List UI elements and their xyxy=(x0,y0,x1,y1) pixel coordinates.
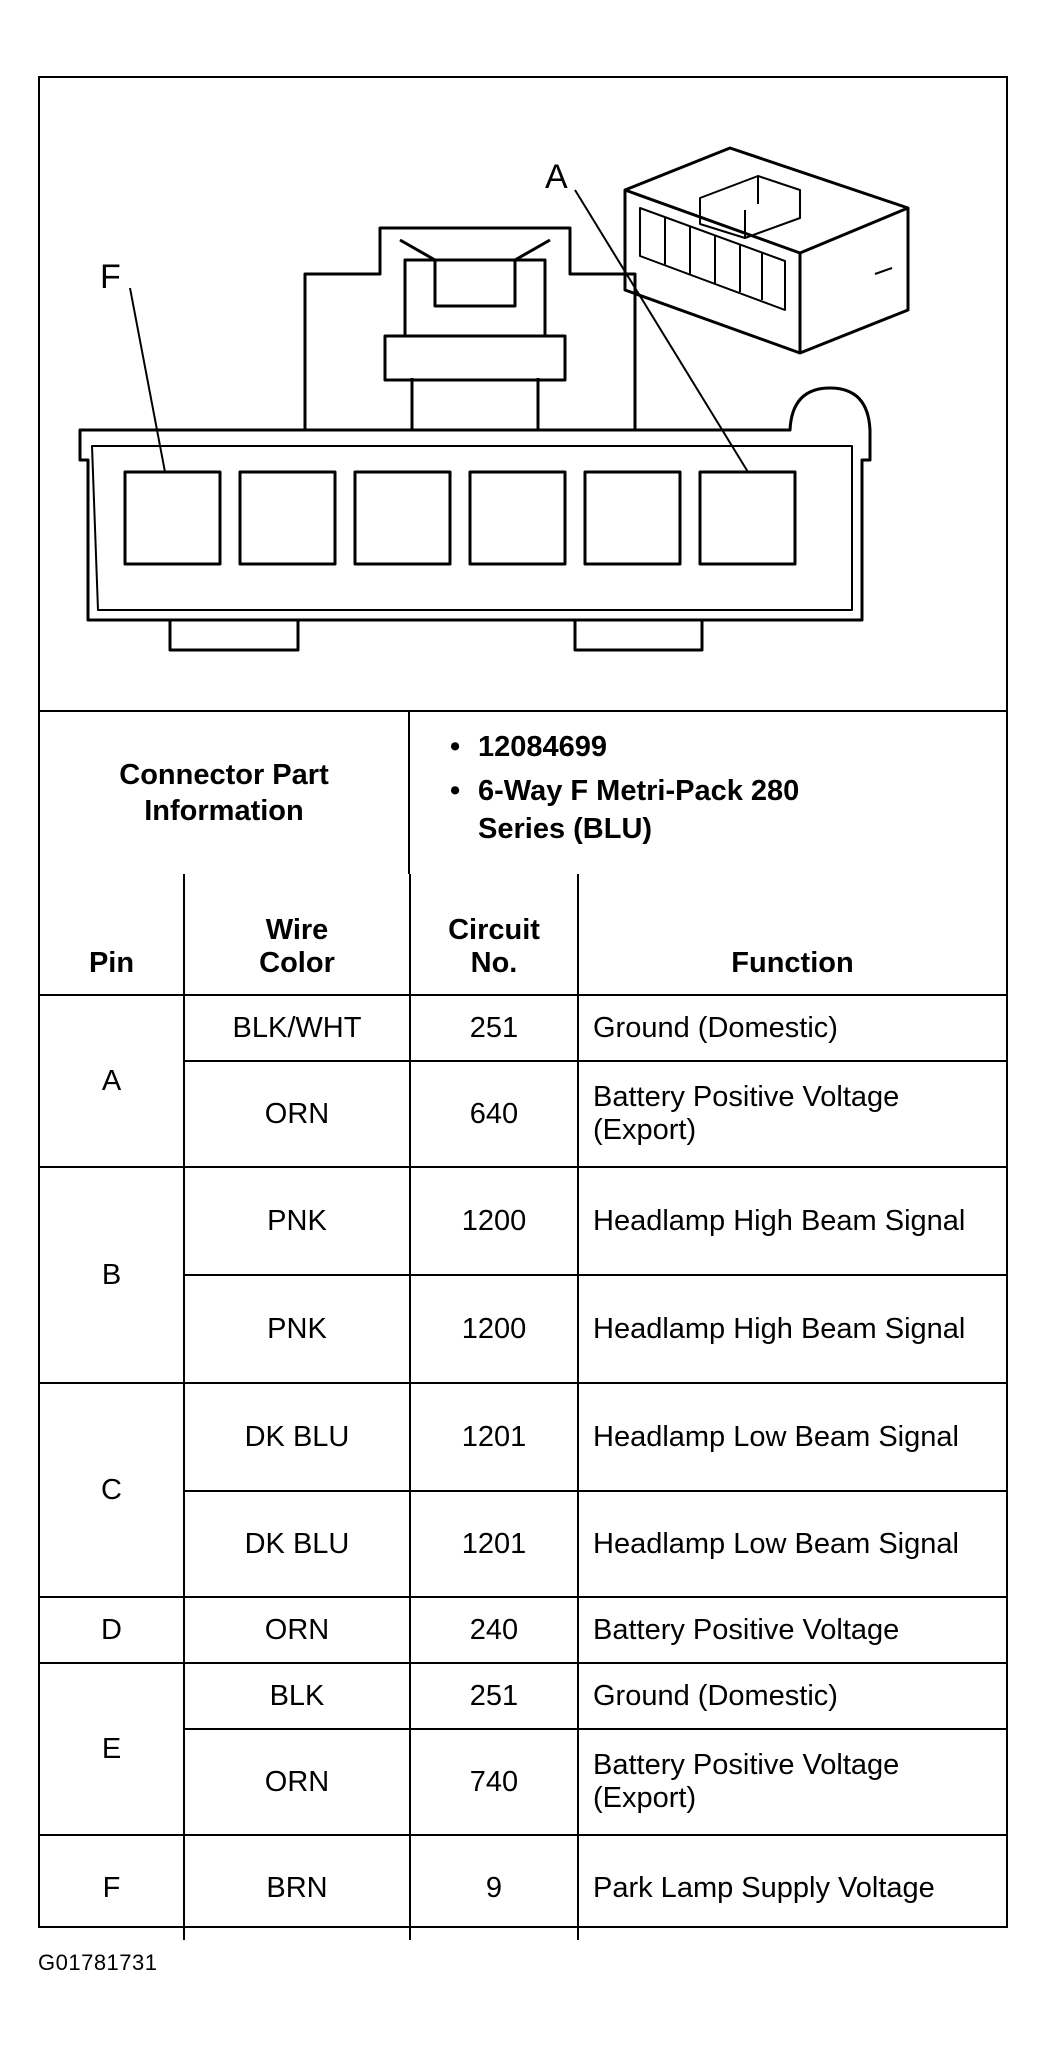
circuit-cell: 640 xyxy=(410,1061,578,1167)
circuit-cell: 240 xyxy=(410,1597,578,1663)
function-cell: Battery Positive Voltage (Export) xyxy=(578,1729,1006,1835)
connector-description: • 6-Way F Metri-Pack 280 Series (BLU) xyxy=(450,772,858,848)
wire-color-cell: BRN xyxy=(184,1835,410,1940)
callout-pin-a: A xyxy=(545,158,568,196)
table-row xyxy=(40,1061,1006,1167)
wire-color-cell: ORN xyxy=(184,1597,410,1663)
table-row xyxy=(40,1275,1006,1383)
wire-color-cell: PNK xyxy=(184,1275,410,1383)
table-row xyxy=(40,1491,1006,1597)
connector-part-info xyxy=(40,710,1006,874)
pin-cell: A xyxy=(40,995,184,1167)
circuit-cell: 1201 xyxy=(410,1491,578,1597)
function-cell: Headlamp Low Beam Signal xyxy=(578,1491,1006,1597)
connector-illustration xyxy=(40,78,1006,710)
connector-info-label-text: Connector Part Information xyxy=(119,759,329,827)
wire-color-cell: BLK/WHT xyxy=(184,995,410,1061)
pin-cell: C xyxy=(40,1383,184,1597)
circuit-cell: 251 xyxy=(410,1663,578,1729)
wire-color-cell: BLK xyxy=(184,1663,410,1729)
circuit-cell: 251 xyxy=(410,995,578,1061)
callout-pin-f: F xyxy=(100,258,121,296)
table-row xyxy=(40,1729,1006,1835)
header-function: Function xyxy=(578,874,1006,995)
table-row xyxy=(40,995,1006,1061)
figure-id: G01781731 xyxy=(38,1950,158,1975)
circuit-cell: 9 xyxy=(410,1835,578,1940)
wire-color-cell: ORN xyxy=(184,1061,410,1167)
header-pin: Pin xyxy=(40,874,184,995)
header-circuit-no: Circuit No. xyxy=(410,874,578,995)
connector-drawing xyxy=(40,78,1006,710)
wire-color-cell: PNK xyxy=(184,1167,410,1275)
header-wire-color: Wire Color xyxy=(184,874,410,995)
pin-cell: B xyxy=(40,1167,184,1383)
circuit-cell: 1200 xyxy=(410,1167,578,1275)
function-cell: Park Lamp Supply Voltage xyxy=(578,1835,1006,1940)
function-cell: Headlamp Low Beam Signal xyxy=(578,1383,1006,1491)
table-row xyxy=(40,1663,1006,1729)
connector-info-label xyxy=(40,712,410,874)
wire-color-cell: DK BLU xyxy=(184,1491,410,1597)
function-cell: Ground (Domestic) xyxy=(578,1663,1006,1729)
pin-cell: F xyxy=(40,1835,184,1940)
pin-table-header xyxy=(40,874,1006,995)
pin-table xyxy=(40,874,1006,1940)
table-row xyxy=(40,1835,1006,1940)
function-cell: Headlamp High Beam Signal xyxy=(578,1275,1006,1383)
wire-color-cell: DK BLU xyxy=(184,1383,410,1491)
diagram-frame xyxy=(38,76,1008,1928)
table-row xyxy=(40,1597,1006,1663)
table-row xyxy=(40,1167,1006,1275)
table-row xyxy=(40,1383,1006,1491)
circuit-cell: 1201 xyxy=(410,1383,578,1491)
circuit-cell: 1200 xyxy=(410,1275,578,1383)
function-cell: Ground (Domestic) xyxy=(578,995,1006,1061)
connector-info-list xyxy=(410,712,1004,874)
pin-cell: D xyxy=(40,1597,184,1663)
pin-table-body xyxy=(40,995,1006,1940)
function-cell: Battery Positive Voltage xyxy=(578,1597,1006,1663)
pin-cell: E xyxy=(40,1663,184,1835)
wire-color-cell: ORN xyxy=(184,1729,410,1835)
function-cell: Headlamp High Beam Signal xyxy=(578,1167,1006,1275)
circuit-cell: 740 xyxy=(410,1729,578,1835)
part-number: • 12084699 xyxy=(450,728,858,766)
function-cell: Battery Positive Voltage (Export) xyxy=(578,1061,1006,1167)
